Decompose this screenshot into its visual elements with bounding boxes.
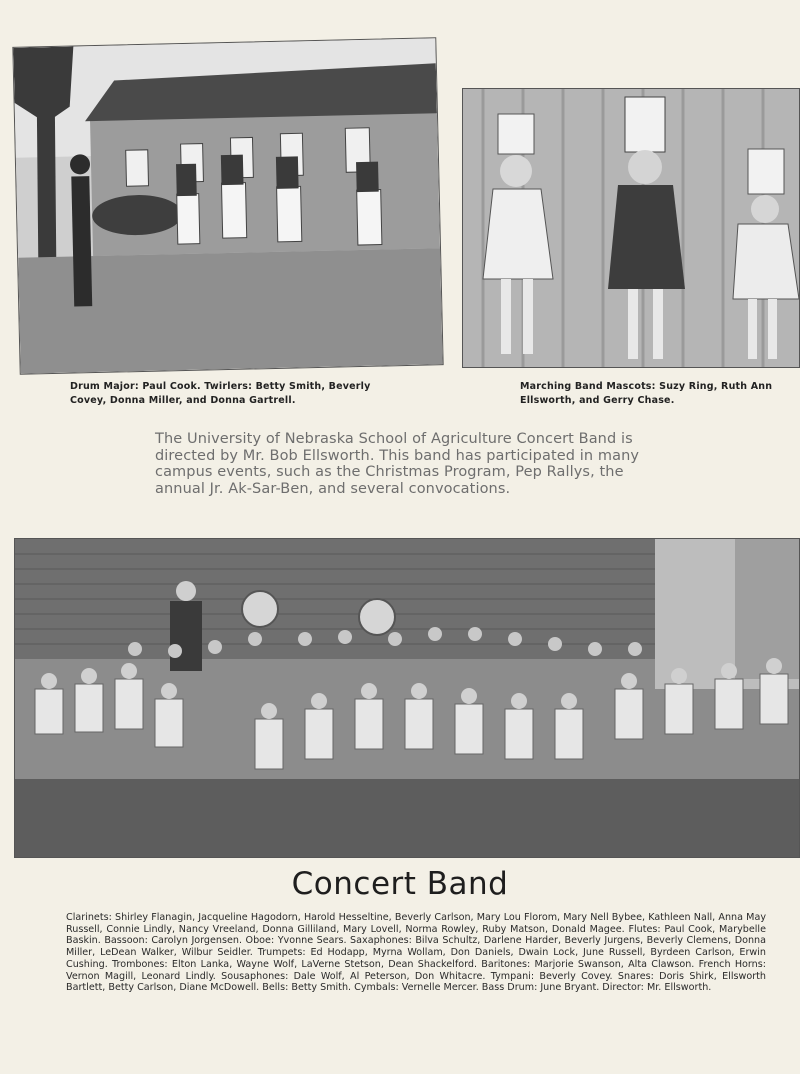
band-roster-text: Clarinets: Shirley Flanagin, Jacqueline Hagodorn, Harold Hesseltine, Beverly Carlson, Mary Lou Florom, Mary Nell Bybee, Kathleen Nall, Anna May Russell, Connie Lindly, Nancy Vreeland, Donna Gilliland, Mary Lovell, Norma Rowley, Ruby Matson, Donald Magee. Flutes: Paul Cook, Marybelle Baskin. Bassoon: Carolyn Jorgensen. Oboe: Yvonne Sears. Saxaphones: Bilva Schultz, Darlene Harder, Beverly Jurgens, Beverly Clemens, Donna Miller, LeDean Walker, Wilbur Seidler. Trumpets: Ed Hodapp, Myrna Wollam, Don Daniels, Dwain Lock, June Russell, Byrdeen Carlson, Erwin Cushing. Trombones: Elton Lanka, Wayne Wolf, LaVerne Stetson, Dean Shackelford. Baritones: Marjorie Swanson, Alta Clawson. French Horns: Vernon Magill, Leonard Lindly. Sousaphones: Dale Wolf, Al Peterson, Don Whitacre. Tympani: Beverly Covey. Snares: Doris Shirk, Ellsworth Bartlett, Betty Carlson, Diane McDowell. Bells: Betty Smith. Cymbals: Vernelle Mercer. Bass Drum: June Bryant. Director: Mr. Ellsworth. xyxy=(66,912,766,994)
drum-major-twirlers-photo xyxy=(12,37,443,375)
intro-paragraph: The University of Nebraska School of Agriculture Concert Band is directed by Mr. Bob Ellsworth. This band has participated in many campus events, such as the Christmas Program, Pep Rallys, the annual Jr. Ak-Sar-Ben, and several convocations. xyxy=(155,431,640,497)
drum-major-caption: Drum Major: Paul Cook. Twirlers: Betty Smith, Beverly Covey, Donna Miller, and Donna Gartrell. xyxy=(70,381,371,406)
band-mascots-photo xyxy=(462,88,800,368)
mascots-caption: Marching Band Mascots: Suzy Ring, Ruth Ann Ellsworth, and Gerry Chase. xyxy=(520,381,773,406)
concert-band-group-photo xyxy=(14,538,800,858)
page-title: Concert Band xyxy=(291,866,509,902)
